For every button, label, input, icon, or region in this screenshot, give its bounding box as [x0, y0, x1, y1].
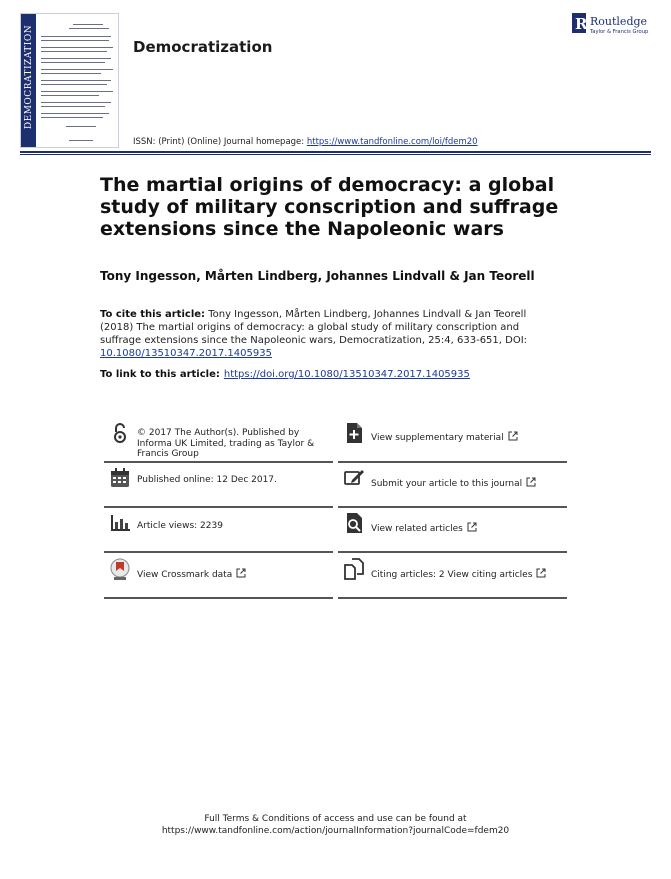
- article-views: Article views: 2239: [137, 521, 223, 531]
- citing-label[interactable]: Citing articles: 2 View citing articles: [371, 570, 533, 580]
- citation-block: [100, 308, 530, 360]
- external-link-icon: [536, 568, 546, 578]
- routledge-logo: [572, 12, 654, 36]
- related-link[interactable]: [371, 522, 567, 535]
- cover-spine: [21, 14, 36, 147]
- link-line: [100, 369, 470, 380]
- terms-footer: [0, 813, 671, 837]
- terms-line: Full Terms & Conditions of access and use can be found at: [204, 814, 467, 824]
- cite-text: Tony Ingesson, Mårten Lindberg, Johannes Lindvall & Jan Teorell (2018) The martial origins of democracy: a global study of military conscription and suffrage extensions since the Napoleonic wars, Democratization, 25:4, 633-651, DOI:: [100, 309, 528, 346]
- publisher-name: Routledge: [590, 15, 648, 28]
- doi-link[interactable]: 10.1080/13510347.2017.1405935: [100, 348, 272, 359]
- submit-label[interactable]: Submit your article to this journal: [371, 479, 523, 489]
- issn-line: [133, 137, 478, 147]
- crossmark-icon[interactable]: [108, 557, 132, 581]
- supplementary-link[interactable]: [371, 431, 567, 444]
- external-link-icon: [526, 477, 536, 487]
- submit-cell[interactable]: [338, 463, 567, 508]
- supplementary-icon[interactable]: [342, 421, 366, 445]
- copyright-text: © 2017 The Author(s). Published by Informa UK Limited, trading as Taylor & Francis Group: [137, 428, 315, 459]
- crossmark-label[interactable]: View Crossmark data: [137, 570, 233, 580]
- open-access-cell: [104, 418, 333, 463]
- link-label: To link to this article:: [100, 369, 220, 380]
- published-cell: [104, 463, 333, 508]
- cite-label: To cite this article:: [100, 309, 206, 320]
- journal-homepage-link[interactable]: https://www.tandfonline.com/loi/fdem20: [306, 137, 478, 147]
- article-authors: Tony Ingesson, Mårten Lindberg, Johannes Lindvall & Jan Teorell: [100, 269, 535, 283]
- header-rule-thin: [20, 154, 651, 155]
- external-link-icon: [236, 568, 246, 578]
- cover-spine-title: DEMOCRATIZATION: [24, 24, 34, 130]
- bar-chart-icon: [108, 511, 132, 535]
- supplementary-label[interactable]: View supplementary material: [371, 433, 504, 443]
- header-rule: [20, 151, 651, 153]
- crossmark-link[interactable]: [137, 568, 333, 581]
- calendar-icon: [108, 466, 132, 490]
- published-date: Published online: 12 Dec 2017.: [137, 475, 277, 485]
- citing-cell[interactable]: [338, 554, 567, 599]
- submit-link[interactable]: [371, 477, 567, 490]
- publisher-subname: Taylor & Francis Group: [590, 29, 649, 35]
- journal-cover-image: [20, 13, 119, 148]
- external-link-icon: [508, 431, 518, 441]
- open-access-icon: [108, 421, 132, 445]
- citing-articles-icon[interactable]: [342, 557, 366, 581]
- crossmark-cell[interactable]: [104, 554, 333, 599]
- supplementary-cell[interactable]: [338, 418, 567, 463]
- related-articles-icon[interactable]: [342, 511, 366, 535]
- related-label[interactable]: View related articles: [371, 524, 463, 534]
- terms-url[interactable]: https://www.tandfonline.com/action/journalInformation?journalCode=fdem20: [161, 826, 510, 836]
- issn-text: ISSN: (Print) (Online) Journal homepage:: [133, 137, 307, 147]
- citing-link[interactable]: [371, 568, 567, 581]
- article-url-link[interactable]: https://doi.org/10.1080/13510347.2017.1405935: [223, 369, 470, 380]
- views-cell: [104, 508, 333, 553]
- external-link-icon: [467, 522, 477, 532]
- related-cell[interactable]: [338, 508, 567, 553]
- journal-title[interactable]: Democratization: [133, 38, 273, 56]
- submit-article-icon[interactable]: [342, 466, 366, 490]
- article-title: The martial origins of democracy: a global study of military conscription and suffrage extensions since the Napoleonic wars: [100, 174, 559, 240]
- svg-text:R: R: [575, 15, 588, 33]
